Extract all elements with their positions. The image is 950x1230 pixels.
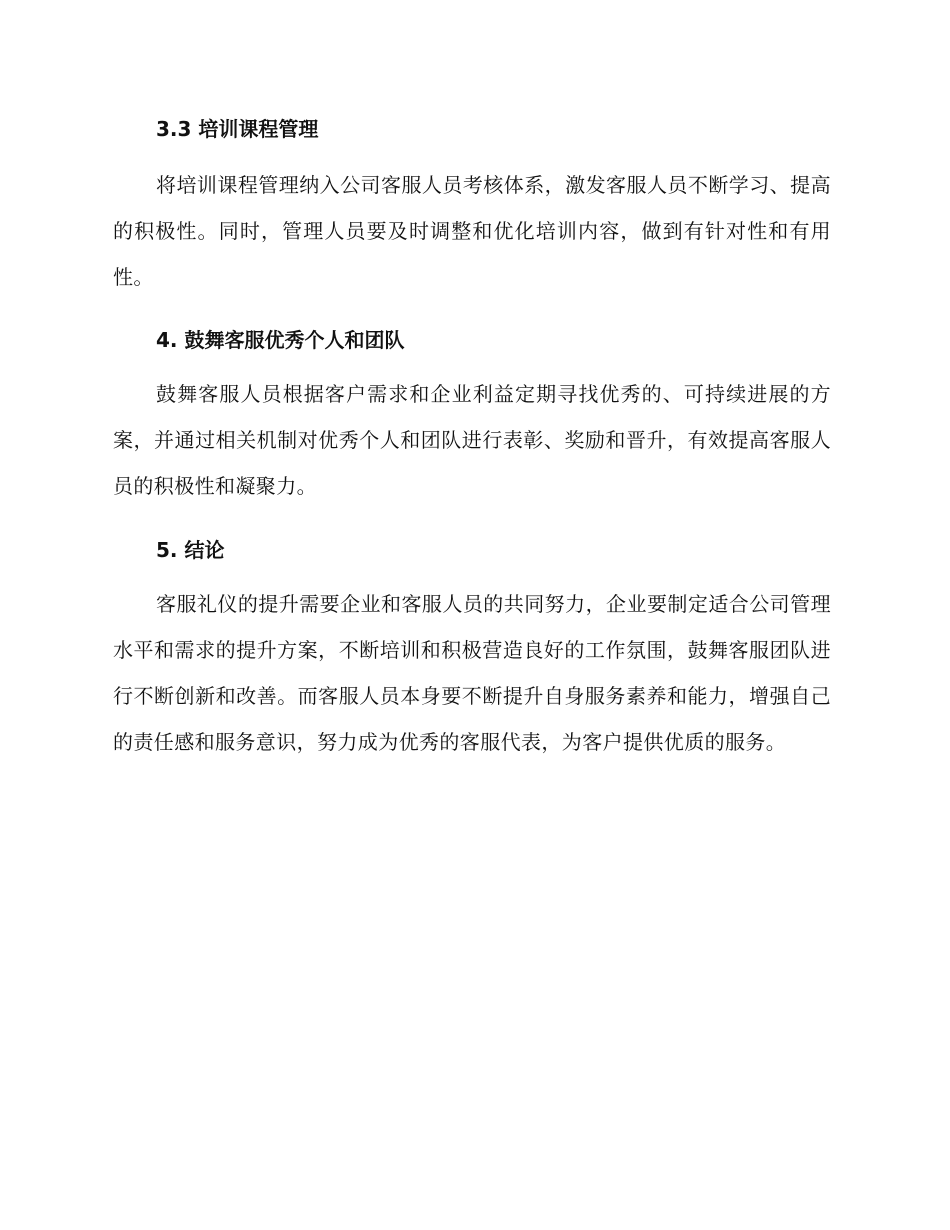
document-content [113,112,831,765]
section-paragraph-conclusion: 客服礼仪的提升需要企业和客服人员的共同努力，企业要制定适合公司管理水平和需求的提升方案，不断培训和积极营造良好的工作氛围，鼓舞客服团队进行不断创新和改善。而客服人员本身要不断提升自身服务素养和能力，增强自己的责任感和服务意识，努力成为优秀的客服代表，为客户提供优质的服务。 [113,592,831,754]
section-paragraph-encourage-excellent-staff: 鼓舞客服人员根据客户需求和企业利益定期寻找优秀的、可持续进展的方案，并通过相关机制对优秀个人和团队进行表彰、奖励和晋升，有效提高客服人员的积极性和凝聚力。 [113,382,831,498]
section-paragraph-training-course-management: 将培训课程管理纳入公司客服人员考核体系，激发客服人员不断学习、提高的积极性。同时，管理人员要及时调整和优化培训内容，做到有针对性和有用性。 [113,173,831,289]
section-heading-conclusion: 5. 结论 [156,538,225,562]
section-heading-encourage-excellent-staff: 4. 鼓舞客服优秀个人和团队 [156,328,405,352]
section-heading-training-course-management: 3.3 培训课程管理 [156,117,319,141]
